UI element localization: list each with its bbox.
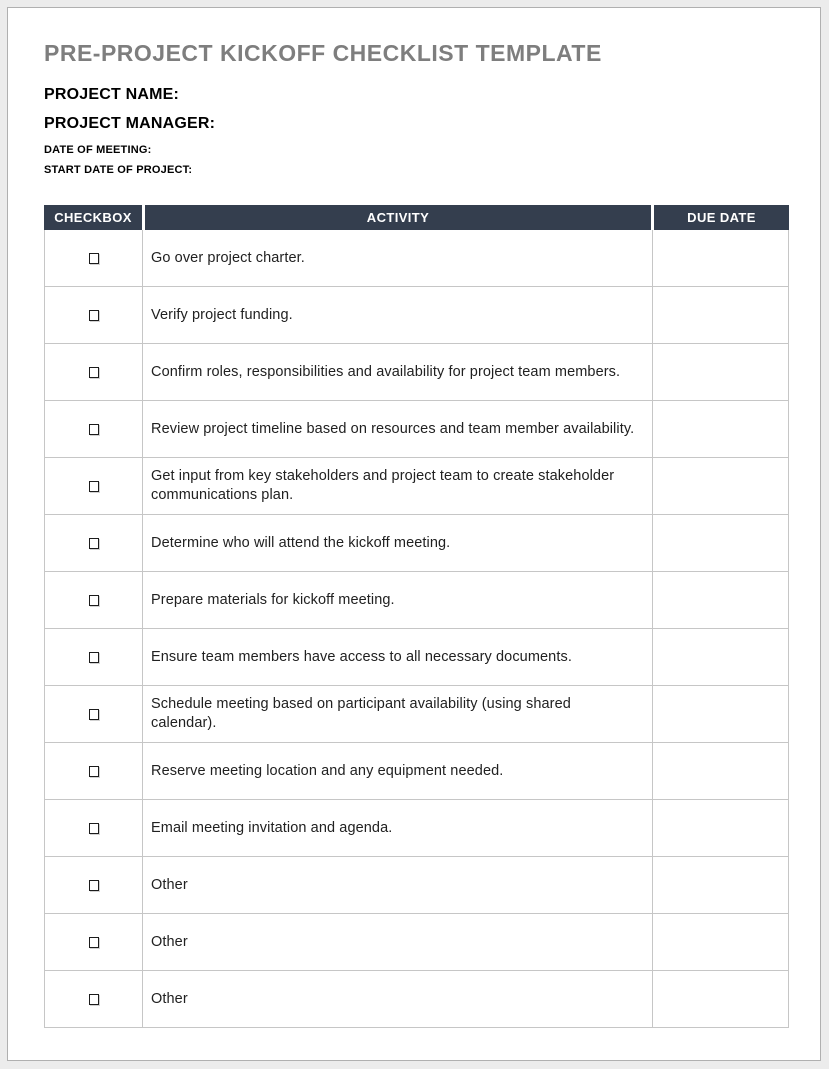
activity-cell	[143, 629, 653, 685]
table-header-row	[44, 205, 789, 230]
checkbox-icon[interactable]	[89, 367, 99, 378]
due-date-cell[interactable]	[653, 287, 788, 343]
checkbox-cell	[45, 572, 143, 628]
document-page	[7, 7, 821, 1061]
due-date-cell[interactable]	[653, 971, 788, 1027]
column-header-due-date: DUE DATE	[654, 205, 789, 230]
checklist-table	[44, 205, 789, 1028]
activity-label: Get input from key stakeholders and project team to create stakeholder communications plan.	[151, 468, 615, 503]
activity-cell	[143, 401, 653, 457]
field-label-date-of-meeting: DATE OF MEETING:	[44, 144, 152, 156]
activity-cell	[143, 800, 653, 856]
checkbox-cell	[45, 857, 143, 913]
checkbox-icon[interactable]	[89, 424, 99, 435]
activity-cell	[143, 914, 653, 970]
activity-label: Other	[151, 990, 188, 1007]
due-date-cell[interactable]	[653, 344, 788, 400]
checkbox-icon[interactable]	[89, 652, 99, 663]
checkbox-icon[interactable]	[89, 937, 99, 948]
table-row	[45, 743, 788, 800]
activity-label: Other	[151, 933, 188, 950]
field-label-project-manager: PROJECT MANAGER:	[44, 115, 216, 132]
checkbox-icon[interactable]	[89, 766, 99, 777]
checkbox-icon[interactable]	[89, 538, 99, 549]
checkbox-cell	[45, 515, 143, 571]
activity-cell	[143, 743, 653, 799]
activity-cell	[143, 230, 653, 286]
due-date-cell[interactable]	[653, 914, 788, 970]
due-date-cell[interactable]	[653, 800, 788, 856]
checkbox-icon[interactable]	[89, 880, 99, 891]
column-header-checkbox: CHECKBOX	[44, 205, 142, 230]
due-date-cell[interactable]	[653, 515, 788, 571]
due-date-cell[interactable]	[653, 572, 788, 628]
field-label-project-name: PROJECT NAME:	[44, 86, 180, 103]
table-row	[45, 800, 788, 857]
activity-label: Ensure team members have access to all necessary documents.	[151, 648, 572, 665]
due-date-cell[interactable]	[653, 230, 788, 286]
activity-cell	[143, 857, 653, 913]
activity-label: Go over project charter.	[151, 249, 305, 266]
checkbox-icon[interactable]	[89, 253, 99, 264]
activity-label: Reserve meeting location and any equipment needed.	[151, 762, 504, 779]
checkbox-cell	[45, 344, 143, 400]
checkbox-cell	[45, 401, 143, 457]
activity-label: Verify project funding.	[151, 306, 293, 323]
table-row	[45, 629, 788, 686]
checkbox-icon[interactable]	[89, 994, 99, 1005]
checkbox-cell	[45, 800, 143, 856]
due-date-cell[interactable]	[653, 401, 788, 457]
checkbox-icon[interactable]	[89, 709, 99, 720]
activity-label: Confirm roles, responsibilities and availability for project team members.	[151, 363, 621, 380]
activity-label: Determine who will attend the kickoff meeting.	[151, 534, 451, 551]
table-row	[45, 971, 788, 1028]
checkbox-cell	[45, 458, 143, 514]
table-row	[45, 572, 788, 629]
page-title: PRE-PROJECT KICKOFF CHECKLIST TEMPLATE	[44, 40, 602, 66]
table-row	[45, 287, 788, 344]
checkbox-icon[interactable]	[89, 595, 99, 606]
column-header-activity: ACTIVITY	[145, 205, 651, 230]
table-row	[45, 344, 788, 401]
activity-cell	[143, 971, 653, 1027]
table-row	[45, 515, 788, 572]
table-row	[45, 230, 788, 287]
table-row	[45, 401, 788, 458]
due-date-cell[interactable]	[653, 857, 788, 913]
due-date-cell[interactable]	[653, 743, 788, 799]
field-label-start-date-of-project: START DATE OF PROJECT:	[44, 164, 193, 176]
activity-label: Review project timeline based on resources and team member availability.	[151, 420, 635, 437]
checkbox-icon[interactable]	[89, 823, 99, 834]
activity-cell	[143, 515, 653, 571]
checkbox-cell	[45, 230, 143, 286]
checkbox-icon[interactable]	[89, 481, 99, 492]
activity-cell	[143, 287, 653, 343]
due-date-cell[interactable]	[653, 458, 788, 514]
checkbox-cell	[45, 629, 143, 685]
table-row	[45, 857, 788, 914]
activity-label: Email meeting invitation and agenda.	[151, 819, 393, 836]
table-row	[45, 458, 788, 515]
checkbox-cell	[45, 971, 143, 1027]
due-date-cell[interactable]	[653, 686, 788, 742]
table-body	[44, 230, 789, 1028]
activity-cell	[143, 686, 653, 742]
checkbox-icon[interactable]	[89, 310, 99, 321]
table-row	[45, 686, 788, 743]
table-row	[45, 914, 788, 971]
activity-cell	[143, 344, 653, 400]
activity-label: Prepare materials for kickoff meeting.	[151, 591, 395, 608]
due-date-cell[interactable]	[653, 629, 788, 685]
activity-label: Other	[151, 876, 188, 893]
checkbox-cell	[45, 287, 143, 343]
checkbox-cell	[45, 686, 143, 742]
checkbox-cell	[45, 914, 143, 970]
activity-cell	[143, 572, 653, 628]
activity-cell	[143, 458, 653, 514]
activity-label: Schedule meeting based on participant availability (using shared calendar).	[151, 696, 571, 731]
checkbox-cell	[45, 743, 143, 799]
